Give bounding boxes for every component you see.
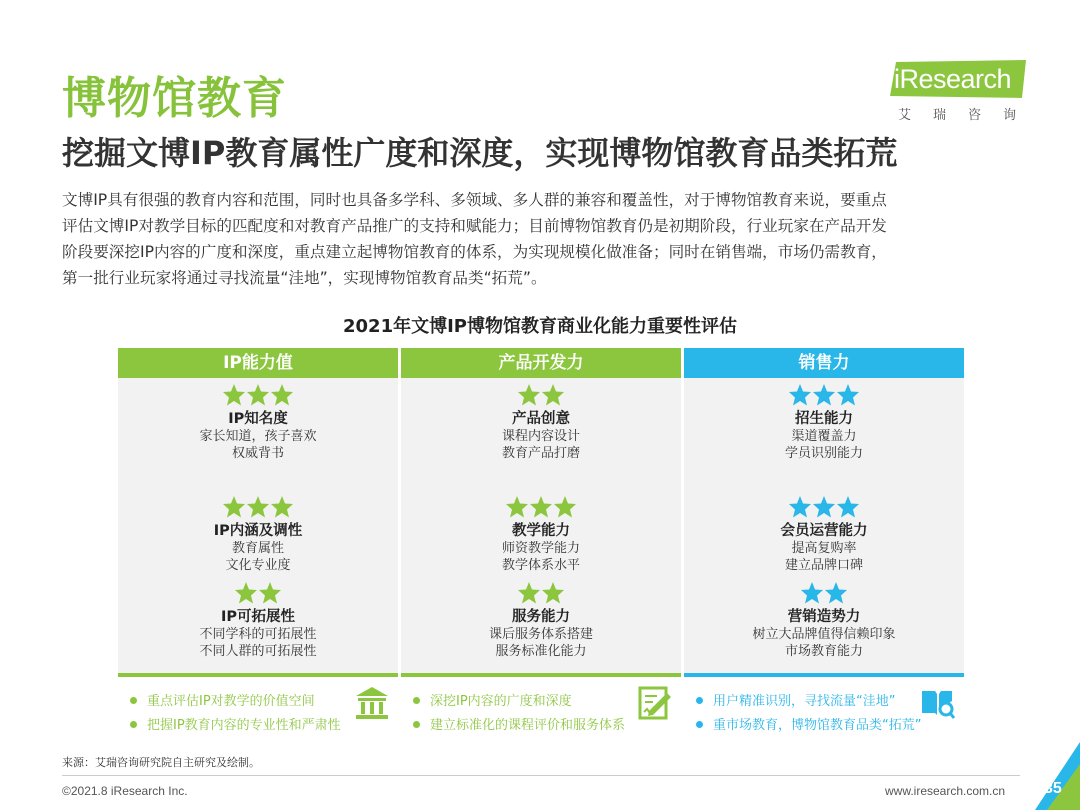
column-body: [684, 378, 964, 703]
item-product-creativity: [401, 382, 681, 462]
star-icon: [541, 581, 565, 605]
bullet-text: 把握IP教育内容的专业性和严肃性: [147, 718, 341, 733]
star-icon: [270, 383, 294, 407]
star-icon: [812, 383, 836, 407]
star-icon: [812, 495, 836, 519]
item-ip-extensibility: [118, 580, 398, 660]
star-icon: [222, 383, 246, 407]
column-body: [401, 378, 681, 703]
star-icon: [836, 383, 860, 407]
item-title: IP内涵及调性: [213, 523, 303, 539]
star-icon: [836, 495, 860, 519]
item-title: IP可拓展性: [220, 609, 296, 625]
star-icon: [258, 581, 282, 605]
star-icon: [222, 495, 246, 519]
conclusion-bullet: [413, 690, 572, 709]
source-note: 来源：艾瑞咨询研究院自主研究及绘制。: [62, 756, 260, 769]
item-title: 教学能力: [512, 523, 570, 539]
bullet-text: 重点评估IP对教学的价值空间: [147, 694, 315, 709]
column-body: [118, 378, 398, 703]
star-icon: [246, 383, 270, 407]
item-enrollment: [684, 382, 964, 462]
star-icon: [517, 581, 541, 605]
item-member-ops: [684, 494, 964, 574]
intro-line-1: 文博IP具有很强的教育内容和范围，同时也具备多学科、多领域、多人群的兼容和覆盖性，对于博物馆教育来说，要重点: [62, 191, 887, 209]
page-title: 博物馆教育: [62, 73, 287, 124]
column-header: IP能力值: [118, 348, 398, 378]
intro-line-3: 阶段要深挖IP内容的广度和深度，重点建立起博物馆教育的体系，为实现规模化做准备；同时在销售端，市场仍需教育，: [62, 243, 887, 261]
item-detail: 教学体系水平: [501, 558, 580, 573]
bullet-text: 用户精准识别，寻找流量“洼地”: [713, 694, 896, 709]
item-detail: 提高复购率: [791, 541, 857, 556]
star-rating: [684, 580, 964, 604]
item-title: 服务能力: [512, 609, 570, 625]
bullet-text: 重市场教育，博物馆教育品类“拓荒”: [713, 718, 922, 733]
page-corner-badge: [1035, 742, 1080, 810]
item-detail: 师资教学能力: [501, 541, 580, 556]
column-header: 产品开发力: [401, 348, 681, 378]
column-header: 销售力: [684, 348, 964, 378]
conclusion-box-product: [401, 673, 681, 733]
museum-icon: [354, 685, 390, 721]
star-rating: [118, 382, 398, 406]
star-icon: [553, 495, 577, 519]
star-icon: [270, 495, 294, 519]
bullet-text: 建立标准化的课程评价和服务体系: [430, 718, 626, 733]
star-rating: [118, 494, 398, 518]
conclusion-bullet: [696, 690, 895, 709]
star-icon: [788, 495, 812, 519]
star-rating: [401, 382, 681, 406]
column-product-dev: [401, 348, 681, 703]
item-title: 招生能力: [795, 411, 853, 427]
star-rating: [401, 494, 681, 518]
bullet-dot: [413, 697, 420, 704]
footer-divider: [62, 775, 1020, 776]
conclusion-bullet: [413, 714, 625, 733]
star-rating: [684, 382, 964, 406]
item-detail: 课后服务体系搭建: [488, 627, 593, 642]
star-icon: [505, 495, 529, 519]
bullet-dot: [413, 721, 420, 728]
item-teaching-ability: [401, 494, 681, 574]
star-icon: [800, 581, 824, 605]
item-marketing: [684, 580, 964, 660]
intro-line-4: 第一批行业玩家将通过寻找流量“洼地”，实现博物馆教育品类“拓荒”。: [62, 269, 547, 287]
star-rating: [684, 494, 964, 518]
bullet-dot: [130, 721, 137, 728]
chart-title: 2021年文博IP博物馆教育商业化能力重要性评估: [343, 316, 737, 337]
item-detail: 渠道覆盖力: [791, 429, 857, 444]
star-rating: [118, 580, 398, 604]
item-title: 产品创意: [512, 411, 570, 427]
edit-icon: [637, 685, 673, 721]
intro-line-2: 评估文博IP对教学目标的匹配度和对教育产品推广的支持和赋能力；目前博物馆教育仍是初期阶段，行业玩家在产品开发: [62, 217, 887, 235]
bullet-text: 深挖IP内容的广度和深度: [430, 694, 572, 709]
item-detail: 学员识别能力: [784, 446, 863, 461]
item-detail: 课程内容设计: [501, 429, 580, 444]
item-detail: 建立品牌口碑: [784, 558, 863, 573]
bullet-dot: [696, 697, 703, 704]
intro-paragraph: [62, 187, 1032, 291]
item-detail: 教育产品打磨: [501, 446, 580, 461]
star-rating: [401, 580, 681, 604]
conclusion-box-ip: [118, 673, 398, 733]
column-sales: [684, 348, 964, 703]
conclusion-box-sales: [684, 673, 964, 733]
item-detail: 权威背书: [231, 446, 284, 461]
item-title: 营销造势力: [787, 609, 861, 625]
item-service-ability: [401, 580, 681, 660]
star-icon: [529, 495, 553, 519]
item-detail: 市场教育能力: [784, 644, 863, 659]
star-icon: [234, 581, 258, 605]
conclusion-bullet: [130, 714, 341, 733]
iresearch-logo: [890, 60, 1039, 124]
star-icon: [517, 383, 541, 407]
website-link[interactable]: www.iresearch.com.cn: [885, 784, 1006, 798]
item-detail: 不同人群的可拓展性: [199, 644, 317, 659]
star-icon: [788, 383, 812, 407]
star-icon: [246, 495, 270, 519]
item-title: 会员运营能力: [780, 523, 868, 539]
column-ip-ability: [118, 348, 398, 703]
item-detail: 不同学科的可拓展性: [199, 627, 317, 642]
item-detail: 服务标准化能力: [495, 644, 587, 659]
logo-cn: 艾瑞咨询: [898, 108, 1039, 123]
item-title: IP知名度: [228, 411, 288, 427]
star-icon: [541, 383, 565, 407]
page-subtitle: 挖掘文博IP教育属性广度和深度，实现博物馆教育品类拓荒: [62, 134, 898, 172]
conclusion-bullet: [130, 690, 315, 709]
logo-brand: iResearch: [894, 64, 1012, 94]
bullet-dot: [130, 697, 137, 704]
conclusion-bullet: [696, 714, 921, 733]
item-detail: 树立大品牌值得信赖印象: [752, 627, 896, 642]
bullet-dot: [696, 721, 703, 728]
item-ip-fame: [118, 382, 398, 462]
item-ip-connotation: [118, 494, 398, 574]
item-detail: 家长知道，孩子喜欢: [199, 429, 317, 444]
star-icon: [824, 581, 848, 605]
copyright: ©2021.8 iResearch Inc.: [62, 784, 188, 798]
book-search-icon: [920, 685, 956, 721]
page-number: 35: [1044, 780, 1062, 797]
item-detail: 文化专业度: [225, 558, 291, 573]
item-detail: 教育属性: [231, 541, 284, 556]
